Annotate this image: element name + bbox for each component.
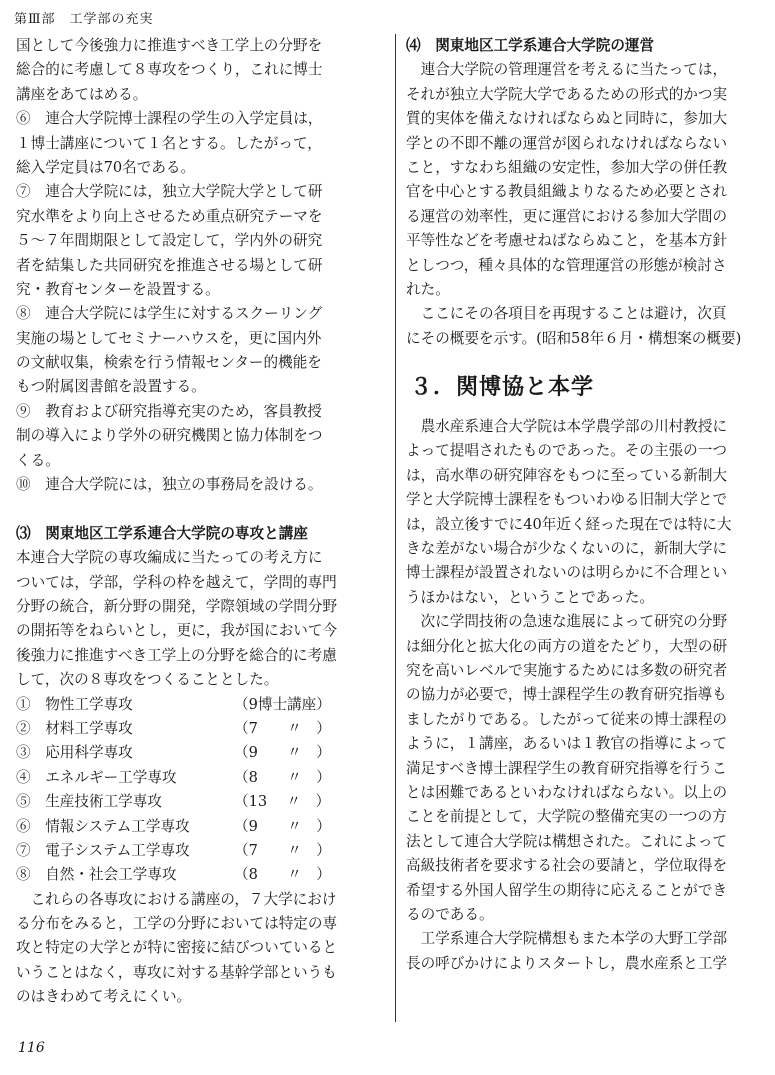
text-line: こと，すなわち組織の安定性，参加大学の併任教 xyxy=(406,158,728,176)
text-line: これらの各専攻における講座の，７大学におけ xyxy=(16,890,337,908)
major-item xyxy=(16,815,378,839)
major-name: ④ エネルギー工学専攻 xyxy=(16,768,177,786)
major-count: （8 〃 ） xyxy=(234,866,331,884)
major-item xyxy=(16,766,378,790)
text-line: の開拓等をねらいとし，更に，我が国において今 xyxy=(16,622,338,640)
text-line: 質的実体を備えなければならぬと同時に，参加大 xyxy=(406,110,728,128)
major-item xyxy=(16,790,378,814)
major-count: （8 〃 ） xyxy=(234,768,331,786)
major-name: ② 材料工学専攻 xyxy=(16,719,133,737)
major-count: （9 〃 ） xyxy=(234,744,331,762)
text-line: よって提唱されたものであった。その主張の一つ xyxy=(406,442,727,460)
text-line: ５～７年間期限として設定して，学内外の研究 xyxy=(16,232,323,250)
text-line: ここにその各項目を再現することは避け，次頁 xyxy=(406,305,727,323)
running-header: 第Ⅲ部 工学部の充実 xyxy=(14,12,154,27)
left-block-3 xyxy=(16,888,378,1010)
majors-list xyxy=(16,693,378,888)
major-name: ⑦ 電子システム工学専攻 xyxy=(16,841,190,859)
text-line: 究を高いレベルで実施するためには多数の研究者 xyxy=(406,662,728,679)
text-line: れた。 xyxy=(406,280,450,298)
text-line: 連合大学院の管理運営を考えるに当たっては， xyxy=(406,61,728,79)
text-line: としつつ，種々具体的な管理運営の形態が検討さ xyxy=(406,256,727,274)
major-name: ⑥ 情報システム工学専攻 xyxy=(16,817,190,835)
left-block-1 xyxy=(16,34,378,497)
text-line: 究水準をより向上させるため重点研究テーマを xyxy=(16,207,323,225)
column-divider xyxy=(395,34,396,1022)
major-item xyxy=(16,741,378,765)
right-column xyxy=(406,34,766,976)
text-line: る運営の効率性，更に運営における参加大学間の xyxy=(406,207,728,225)
major-item xyxy=(16,693,378,717)
major-count: （7 〃 ） xyxy=(234,841,331,859)
text-line: 長の呼びかけによりスタートし，農水産系と工学 xyxy=(406,954,728,972)
text-line: ⑥ 連合大学院博士課程の学生の入学定員は， xyxy=(16,110,323,128)
text-line: の協力が必要で，博士課程学生の教育研究指導も xyxy=(406,686,727,704)
page-number: 116 xyxy=(18,1040,45,1056)
text-line: きな差がない場合が少なくないのに，新制大学に xyxy=(406,540,728,558)
major-name: ③ 応用科学専攻 xyxy=(16,744,133,762)
text-line: 講座をあてはめる。 xyxy=(16,85,148,103)
text-line: 総入学定員は70名である。 xyxy=(16,158,196,176)
major-count: （9 〃 ） xyxy=(234,817,331,835)
text-line: 総合的に考慮して８専攻をつくり，これに博士 xyxy=(16,61,323,79)
text-line: それが独立大学院大学であるための形式的かつ実 xyxy=(406,85,728,103)
text-line: 希望する外国人留学生の期待に応えることができ xyxy=(406,881,728,899)
text-line: ⑨ 教育および研究指導充実のため，客員教授 xyxy=(16,402,322,420)
text-line: 国として今後強力に推進すべき工学上の分野を xyxy=(16,37,323,54)
text-line: 平等性などを考慮せねばならぬこと，を基本方針 xyxy=(406,232,728,250)
major-count: （9博士講座） xyxy=(234,695,331,713)
text-line: は，設立後すでに40年近く経った現在では特に大 xyxy=(406,515,732,533)
text-line: ように，１講座，あるいは１教官の指導によって xyxy=(406,735,728,753)
right-block-1 xyxy=(406,58,766,351)
text-line: にその概要を示す。(昭和58年６月・構想案の概要) xyxy=(406,329,742,347)
text-line: とは困難であるといわなければならない。以上の xyxy=(406,783,728,801)
text-line: 法として連合大学院は構想された。これによって xyxy=(406,832,728,850)
text-line: は細分化と拡大化の両方の道をたどり，大型の研 xyxy=(406,637,728,655)
text-line: ⑧ 連合大学院には学生に対するスクーリング xyxy=(16,305,323,323)
text-line: いうことはなく，専攻に対する基幹学部というも xyxy=(16,963,337,981)
major-name: ① 物性工学専攻 xyxy=(16,695,133,713)
text-line: 学との不即不離の運営が図られなければならない xyxy=(406,134,728,152)
major-count: （7 〃 ） xyxy=(234,719,331,737)
major-item xyxy=(16,863,378,887)
major-count: （13 〃 ） xyxy=(234,793,331,811)
text-line: 官を中心とする教員組織よりなるため必要とされ xyxy=(406,183,728,201)
text-line: 本連合大学院の専攻編成に当たっての考え方に xyxy=(16,549,323,567)
text-line: ⑦ 連合大学院には，独立大学院大学として研 xyxy=(16,183,323,201)
text-line: して，次の８専攻をつくることとした。 xyxy=(16,671,279,689)
text-line: １博士講座について１名とする。したがって， xyxy=(16,134,322,152)
text-line: ⑩ 連合大学院には，独立の事務局を設ける。 xyxy=(16,476,323,494)
right-block-2 xyxy=(406,415,766,976)
major-name: ⑧ 自然・社会工学専攻 xyxy=(16,866,177,884)
section-heading-3: ⑶ 関東地区工学系連合大学院の専攻と講座 xyxy=(16,524,308,542)
text-line: 後強力に推進すべき工学上の分野を総合的に考慮 xyxy=(16,646,337,664)
section-title: ３．関博協と本学 xyxy=(410,374,595,401)
text-line: るのである。 xyxy=(406,905,494,923)
major-name: ⑤ 生産技術工学専攻 xyxy=(16,793,162,811)
text-line: 次に学問技術の急速な進展によって研究の分野 xyxy=(406,613,728,631)
text-line: ことを前提として，大学院の整備充実の一つの方 xyxy=(406,808,727,826)
text-line: 者を結集した共同研究を推進させる場として研 xyxy=(16,256,323,274)
left-block-2 xyxy=(16,546,378,692)
text-line: 分野の統合，新分野の開発，学際領域の学問分野 xyxy=(16,598,338,615)
text-line: 攻と特定の大学とが特に密接に結びついていると xyxy=(16,939,338,957)
major-item xyxy=(16,839,378,863)
text-line: 制の導入により学外の研究機関と協力体制をつ xyxy=(16,427,323,445)
text-line: のはきわめて考えにくい。 xyxy=(16,988,192,1006)
text-line: うほかはない，ということであった。 xyxy=(406,588,654,606)
section-heading-4: ⑷ 関東地区工学系連合大学院の運営 xyxy=(406,37,655,54)
left-column xyxy=(16,34,378,1010)
text-line: 農水産系連合大学院は本学農学部の川村教授に xyxy=(406,418,728,436)
text-line: 究・教育センターを設置する。 xyxy=(16,280,220,298)
text-line: の文献収集，検索を行う情報センター的機能を xyxy=(16,354,322,372)
text-line: は，高水準の研究陣容をもつに至っている新制大 xyxy=(406,466,728,484)
text-line: くる。 xyxy=(16,451,60,469)
text-line: 博士課程が設置されないのは明らかに不合理とい xyxy=(406,564,728,582)
major-item xyxy=(16,717,378,741)
text-line: 実施の場としてセミナーハウスを，更に国内外 xyxy=(16,329,322,347)
text-line: 高級技術者を要求する社会の要請と，学位取得を xyxy=(406,857,728,875)
text-line: 満足すべき博士課程学生の教育研究指導を行うこ xyxy=(406,759,727,777)
text-line: もつ附属図書館を設置する。 xyxy=(16,378,206,396)
text-line: 工学系連合大学院構想もまた本学の大野工学部 xyxy=(406,930,728,948)
text-line: る分布をみると，工学の分野においては特定の専 xyxy=(16,915,338,933)
text-line: ついては，学部，学科の枠を越えて，学問的専門 xyxy=(16,573,337,591)
text-line: ましたがりである。したがって従来の博士課程の xyxy=(406,710,728,728)
text-line: 学と大学院博士課程をもついわゆる旧制大学とで xyxy=(406,491,728,509)
